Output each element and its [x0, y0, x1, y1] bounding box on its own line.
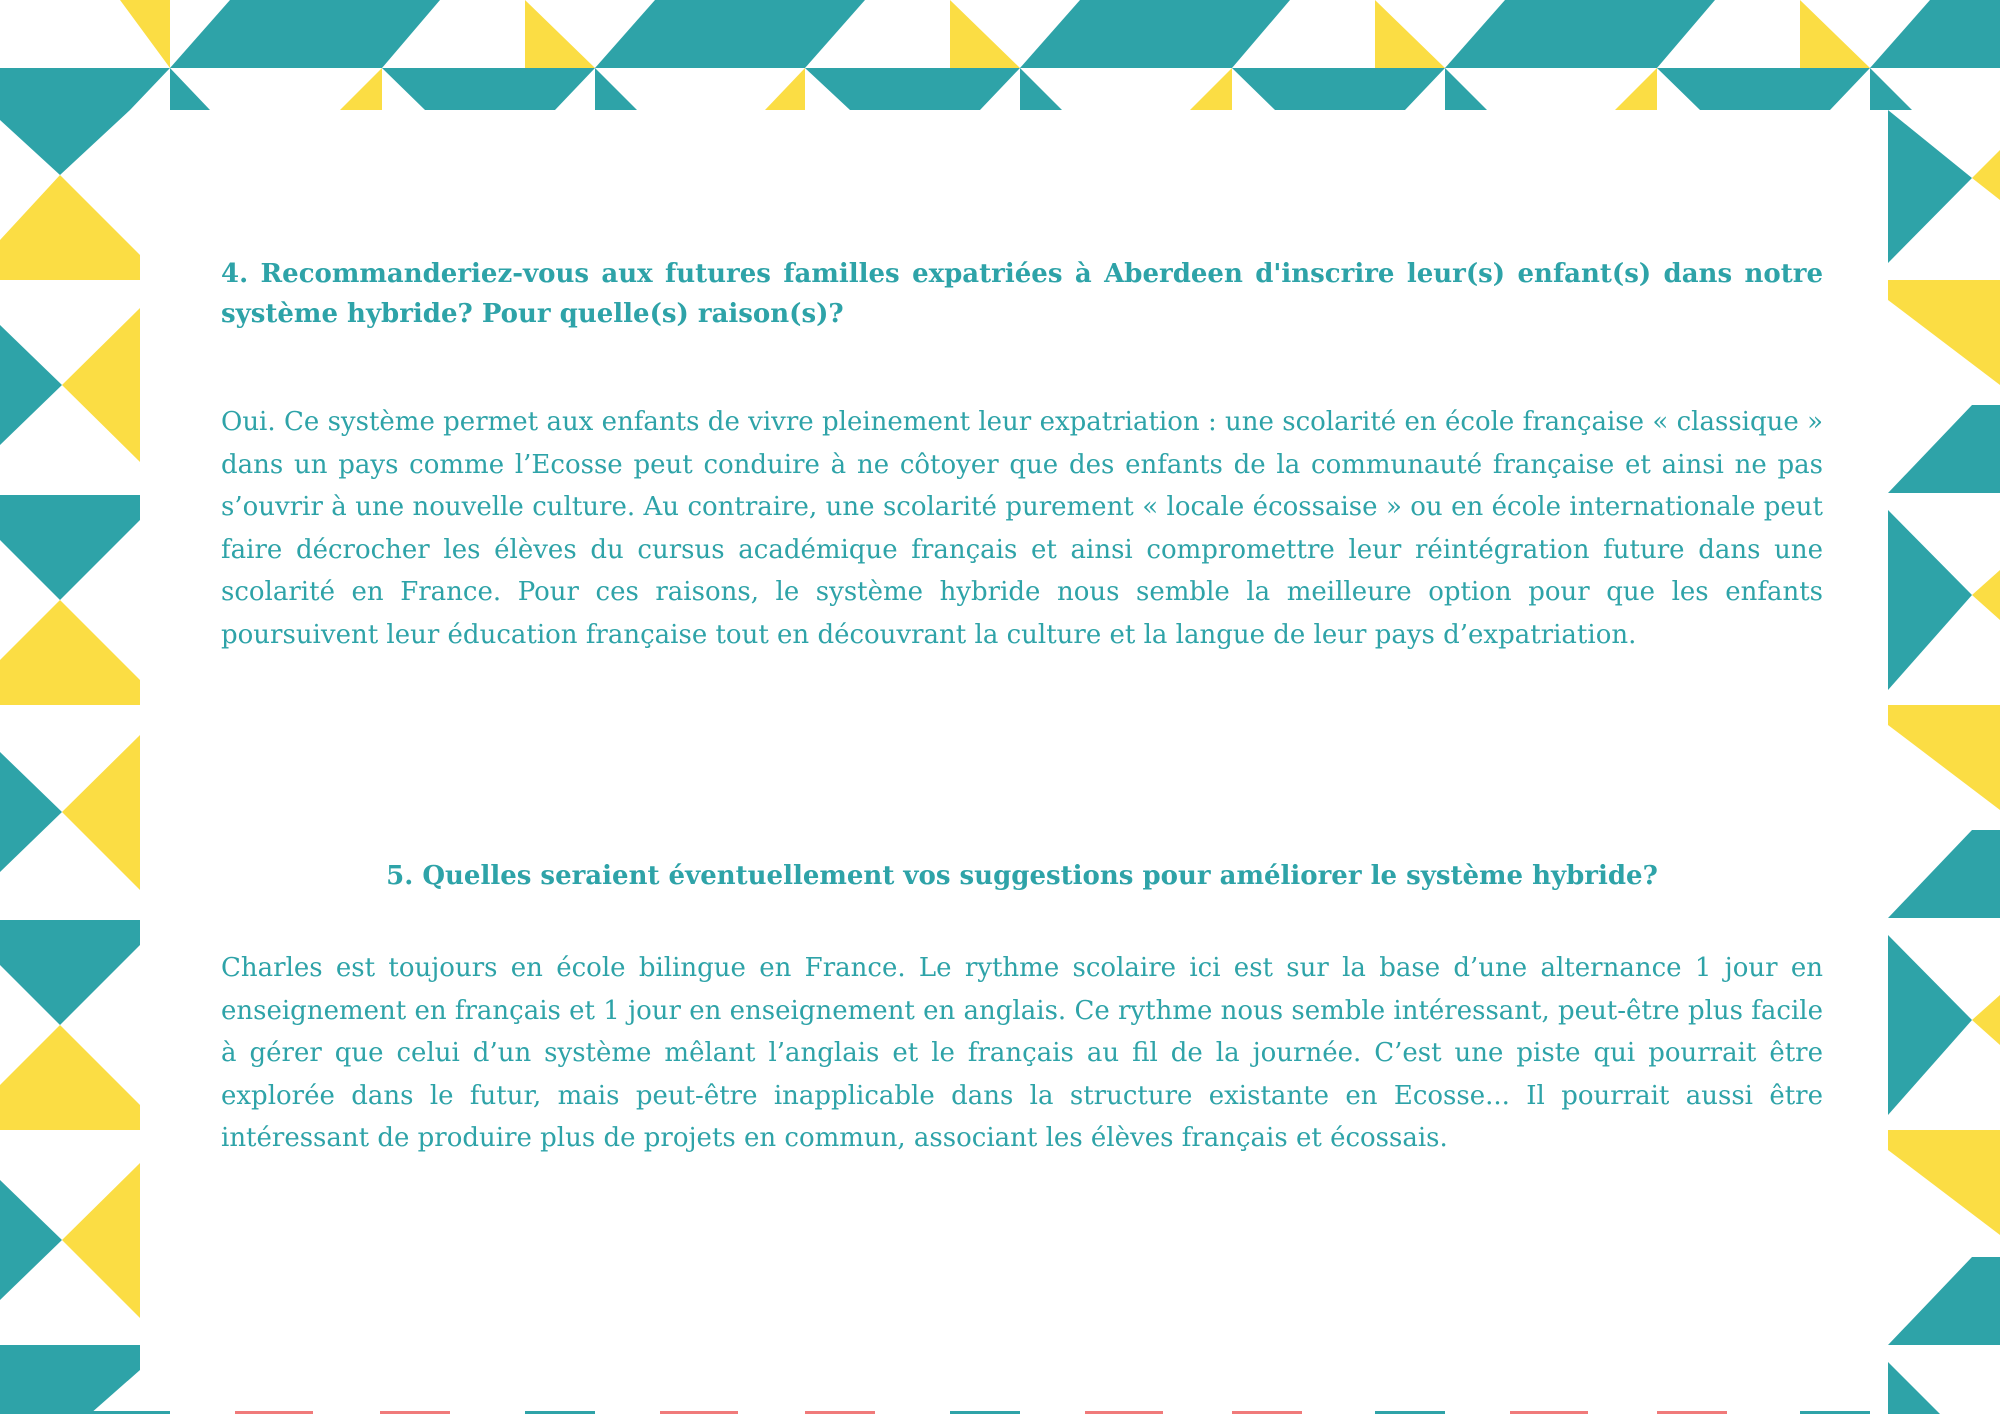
- right-border-pattern: [1888, 110, 2000, 1414]
- answer-5-paragraph: Charles est toujours en école bilingue en France. Le rythme scolaire ici est sur la base d’une alternance 1 jour en enseignement en français et 1 jour en enseignement en anglais. Ce rythme nous semble intéressant, peut-être plus facile à gérer que celui d’un système mêlant l’anglais et le français au fil de la journée. C’est une piste qui pourrait être explorée dans le futur, mais peut-être inapplicable dans la structure existante en Ecosse... Il pourrait aussi être intéressant de produire plus de projets en commun, associant les élèves français et écossais.: [221, 953, 1823, 1153]
- answer-4-paragraph: Oui. Ce système permet aux enfants de vivre pleinement leur expatriation : une scolarité en école française « classique » dans un pays comme l’Ecosse peut conduire à ne côtoyer que des enfants de la communauté française et ainsi ne pas s’ouvrir à une nouvelle culture. Au contraire, une scolarité purement « locale écossaise » ou en école internationale peut faire décrocher les élèves du cursus académique français et ainsi compromettre leur réintégration future dans une scolarité en France. Pour ces raisons, le système hybride nous semble la meilleure option pour que les enfants poursuivent leur éducation française tout en découvrant la culture et la langue de leur pays d’expatriation.: [221, 407, 1823, 650]
- top-border-pattern: [0, 0, 2000, 110]
- left-border-pattern: [0, 110, 140, 1414]
- question-4-heading: 4. Recommanderiez-vous aux futures familles expatriées à Aberdeen d'inscrire leur(s) enfant(s) dans notre système hybride? Pour quelle(s) raison(s)?: [221, 259, 1823, 329]
- question-5-heading: 5. Quelles seraient éventuellement vos suggestions pour améliorer le système hybride?: [386, 861, 1658, 891]
